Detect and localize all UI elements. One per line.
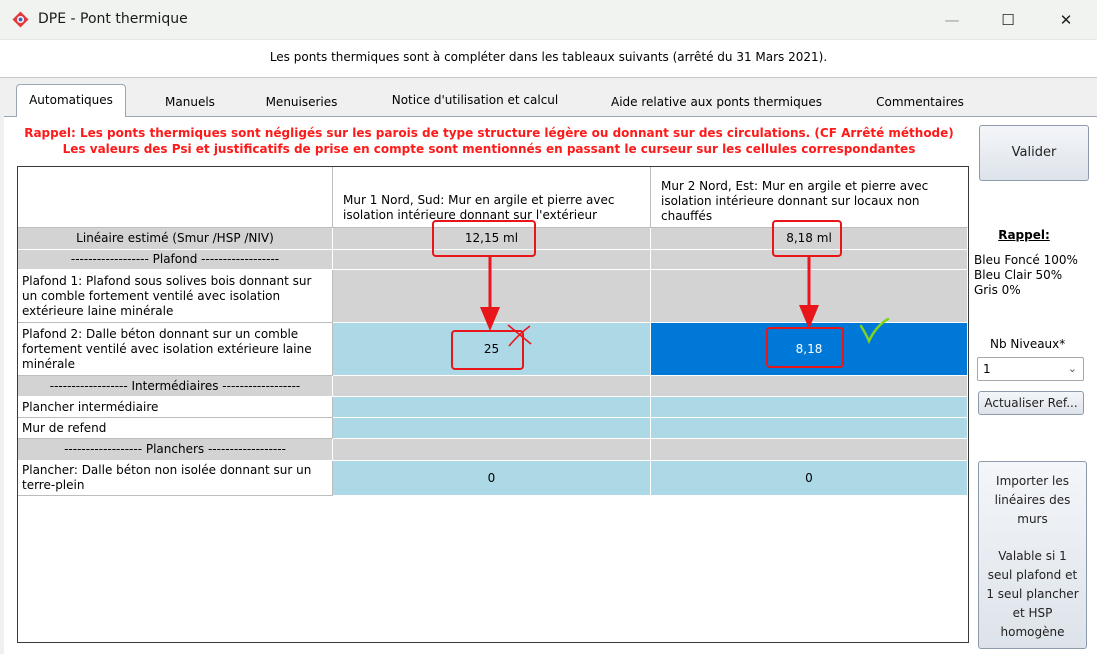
tab-aide[interactable]: Aide relative aux ponts thermiques [611,95,822,109]
actualiser-ref-button[interactable]: Actualiser Ref... [978,391,1084,415]
table-row [18,439,968,461]
annotation-arrow-down-icon [470,255,510,335]
cell-inter-sep-mur-2 [651,376,968,397]
nb-niveaux-label: Nb Niveaux* [990,337,1066,351]
cell-plancher-inter-mur-2[interactable] [651,397,968,418]
nb-niveaux-value: 1 [983,362,991,376]
color-legend [974,228,1094,298]
section-intermediaires: ------------------ Intermédiaires ------------------ [18,376,333,397]
column-header-empty [18,167,333,228]
importer-lineaires-button[interactable] [978,461,1087,649]
cell-refend-mur-1[interactable] [333,418,651,439]
cell-planchers-sep-mur-2 [651,439,968,461]
importer-label: Importer les linéaires des murs [994,474,1071,526]
tab-manuels[interactable]: Manuels [165,95,215,109]
nb-niveaux-select[interactable] [977,357,1084,381]
rappel-warning [14,125,964,157]
row-label-plafond-1: Plafond 1: Plafond sous solives bois donnant sur un comble fortement ventilé avec isolation extérieure laine minérale [18,270,333,323]
cell-lineaire-mur-2[interactable]: 8,18 ml [651,228,968,250]
row-label-plancher-intermediaire: Plancher intermédiaire [18,397,333,418]
importer-note: Valable si 1 seul plafond et 1 seul plancher et HSP homogène [986,549,1079,639]
table-header-row [18,167,968,228]
table-row [18,461,968,496]
cross-mark-icon [505,322,535,348]
cell-plancher-inter-mur-1[interactable] [333,397,651,418]
annotation-box-plafond-2-mur-2 [766,327,844,368]
legend-light-blue: Bleu Clair 50% [974,268,1063,282]
close-button[interactable]: ✕ [1059,11,1073,29]
maximize-button[interactable]: ☐ [1001,11,1015,29]
title-bar [0,0,1097,40]
annotation-box-lineaire-mur-2 [772,220,842,257]
row-label-plancher-terre-plein: Plancher: Dalle béton non isolée donnant sur un terre-plein [18,461,333,496]
cell-plafond-2-mur-1[interactable]: 25 [333,323,651,376]
legend-dark-blue: Bleu Foncé 100% [974,253,1078,267]
rappel-line-1: Rappel: Les ponts thermiques sont négligés sur les parois de type structure légère ou donnant sur des circulations. (CF Arrêté méthode) [24,126,954,140]
cell-planchers-sep-mur-1 [333,439,651,461]
check-mark-icon [858,316,890,344]
valider-button[interactable]: Valider [979,125,1089,181]
tab-commentaires[interactable]: Commentaires [876,95,964,109]
tab-automatiques[interactable]: Automatiques [16,84,126,117]
cell-inter-sep-mur-1 [333,376,651,397]
cell-refend-mur-2[interactable] [651,418,968,439]
window-title: DPE - Pont thermique [38,11,188,27]
annotation-box-lineaire-mur-1 [432,220,536,257]
column-header-mur-2: Mur 2 Nord, Est: Mur en argile et pierre avec isolation intérieure donnant sur locaux non chauffés [651,167,968,228]
table-row [18,418,968,439]
annotation-arrow-down-icon [789,255,829,333]
header-text: Les ponts thermiques sont à compléter dans les tableaux suivants (arrêté du 31 Mars 2021). [269,50,828,64]
cell-plancher-mur-1[interactable]: 0 [333,461,651,496]
section-planchers: ------------------ Planchers ------------------ [18,439,333,461]
chevron-down-icon: ⌄ [1067,362,1077,375]
app-icon [12,11,29,28]
cell-plafond-2-mur-2[interactable]: 8,18 [651,323,968,376]
rappel-line-2: Les valeurs des Psi et justificatifs de prise en compte sont mentionnés en passant le curseur sur les cellules correspondantes [62,142,916,156]
table-row [18,376,968,397]
minimize-button[interactable]: — [944,11,960,29]
tab-notice[interactable]: Notice d'utilisation et calcul [391,93,559,107]
row-label-lineaire: Linéaire estimé (Smur /HSP /NIV) [18,228,333,250]
row-label-mur-de-refend: Mur de refend [18,418,333,439]
cell-plancher-mur-2[interactable]: 0 [651,461,968,496]
legend-gray: Gris 0% [974,283,1021,297]
row-label-plafond-2: Plafond 2: Dalle béton donnant sur un comble fortement ventilé avec isolation extérieure laine minérale [18,323,333,376]
tab-menuiseries[interactable]: Menuiseries [265,95,338,109]
section-plafond: ------------------ Plafond ------------------ [18,250,333,270]
cell-lineaire-mur-1[interactable]: 12,15 ml [333,228,651,250]
column-header-mur-1: Mur 1 Nord, Sud: Mur en argile et pierre avec isolation intérieure donnant sur l'extérieur [333,167,651,228]
legend-title: Rappel: [998,228,1050,242]
table-row [18,397,968,418]
